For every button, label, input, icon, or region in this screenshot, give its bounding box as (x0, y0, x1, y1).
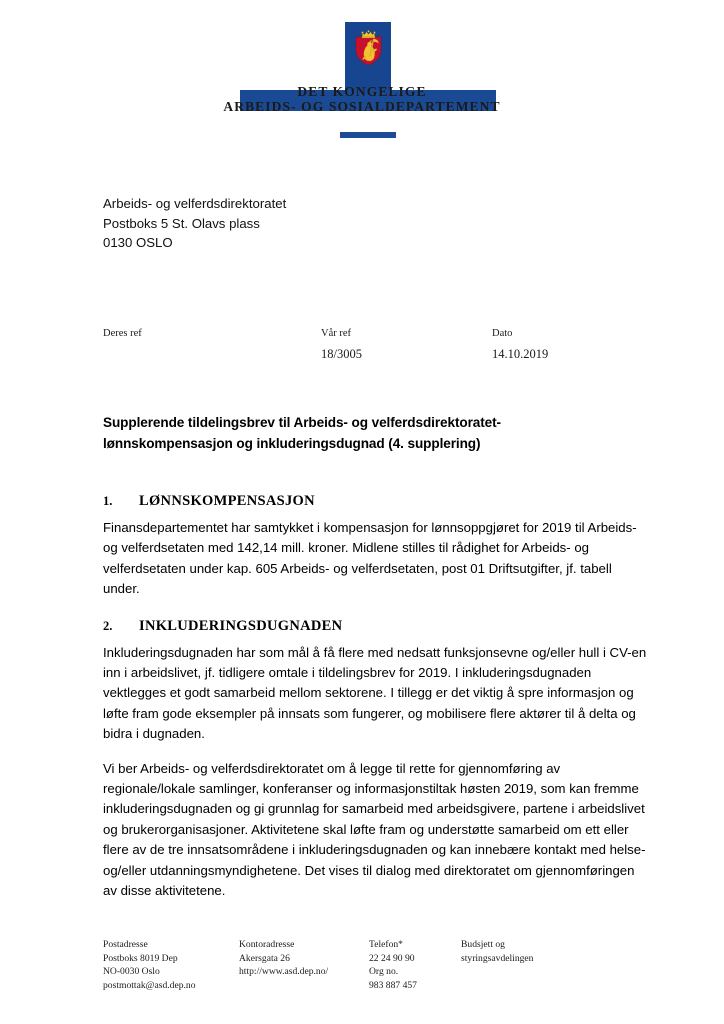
dato-value: 14.10.2019 (492, 347, 549, 361)
footer-phone-number: 22 24 90 90 (369, 953, 415, 965)
deres-ref-label: Deres ref (103, 328, 142, 339)
dato-label: Dato (492, 328, 513, 339)
footer-column-department (461, 938, 611, 992)
section-2-paragraph-1: Inkluderingsdugnaden har som mål å få flere med nedsatt funksjonsevne og/eller hull i CV-en inn i arbeidslivet, jf. tidligere omtale i tildelingsbrev for 2019. I inkluderingsdugnaden vektlegges et godt samarbeid mellom sektorene. I tillegg er det viktig å spre informasjon og løfte fram gode eksempler på innsats som fungerer, og mobilisere flere aktører til å delta og bidra i dugnaden. (103, 644, 647, 742)
footer-column-office (239, 938, 369, 992)
section-number-1: 1. (103, 494, 113, 508)
footer-office-website[interactable]: http://www.asd.dep.no/ (239, 966, 329, 978)
section-number-2: 2. (103, 618, 113, 633)
letterhead-tab (340, 132, 396, 138)
var-ref-value: 18/3005 (321, 347, 362, 361)
footer-office-head: Kontoradresse (239, 939, 295, 950)
footer-org-number: 983 887 457 (369, 979, 417, 991)
deres-ref-column (103, 326, 321, 364)
section-heading-2 (103, 616, 648, 636)
recipient-line-2: Postboks 5 St. Olavs plass (103, 215, 260, 231)
section-title-2: INKLUDERINGSDUGNADEN (139, 617, 343, 634)
letterhead-line-2: ARBEIDS- OG SOSIALDEPARTEMENT (223, 99, 501, 114)
document-title (103, 412, 573, 454)
section-heading-1 (103, 491, 648, 511)
var-ref-column (321, 326, 492, 364)
footer-postal-head: Postadresse (103, 939, 148, 950)
section-1-paragraph-1: Finansdepartementet har samtykket i kompensasjon for lønnsoppgjøret for 2019 til Arbeids- og velferdsetaten med 142,14 mill. kroner. Midlene stilles til rådighet for Arbeids- og velferdsetaten under kap. 605 Arbeids- og velferdsetaten, post 01 Driftsutgifter, jf. tabell under. (103, 520, 637, 597)
recipient-line-1: Arbeids- og velferdsdirektoratet (103, 196, 287, 211)
footer-office-line-2: Akersgata 26 (239, 953, 290, 965)
recipient-address (103, 194, 503, 253)
footer-org-label: Org no. (369, 966, 399, 978)
footer-phone-head: Telefon* (369, 939, 403, 950)
footer-column-phone (369, 938, 461, 992)
footer-postal-email[interactable]: postmottak@asd.dep.no (103, 979, 196, 991)
reference-row (103, 326, 648, 364)
document-body (103, 491, 648, 918)
document-title-line-2: lønnskompensasjon og inkluderingsdugnad (4. supplering) (103, 436, 481, 451)
footer-department-line-2: styringsavdelingen (461, 953, 534, 965)
var-ref-label: Vår ref (321, 328, 352, 339)
dato-column (492, 326, 648, 364)
footer-department-head: Budsjett og (461, 939, 505, 950)
norwegian-coat-of-arms-icon (355, 30, 382, 66)
section-title-1: LØNNSKOMPENSASJON (139, 493, 315, 509)
letterhead-wordmark (212, 84, 512, 114)
footer-postal-line-3: NO-0030 Oslo (103, 966, 160, 978)
page-footer (103, 938, 663, 992)
section-2-paragraph-2: Vi ber Arbeids- og velferdsdirektoratet om å legge til rette for gjennomføring av regionale/lokale samlinger, konferanser og informasjonstiltak høsten 2019, som kan fremme inkluderingsdugnaden og gi grunnlag for samarbeid med arbeidsgivere, partene i arbeidslivet og brukerorganisasjoner. Aktivitetene skal løfte fram og understøtte samarbeid om ett eller flere av de tre innsatsområdene i inkluderingsdugnaden og kan innebære kontakt med helse- og/eller utdanningsmyndighetene. Det vises til dialog med direktoratet om gjennomføringen av disse aktivitetene. (103, 760, 646, 899)
footer-column-postal (103, 938, 239, 992)
footer-postal-line-2: Postboks 8019 Dep (103, 953, 178, 965)
letterhead-line-1: DET KONGELIGE (297, 84, 427, 99)
letterhead (0, 22, 724, 140)
recipient-line-3: 0130 OSLO (103, 235, 173, 250)
document-title-line-1: Supplerende tildelingsbrev til Arbeids- og velferdsdirektoratet- (103, 415, 501, 430)
